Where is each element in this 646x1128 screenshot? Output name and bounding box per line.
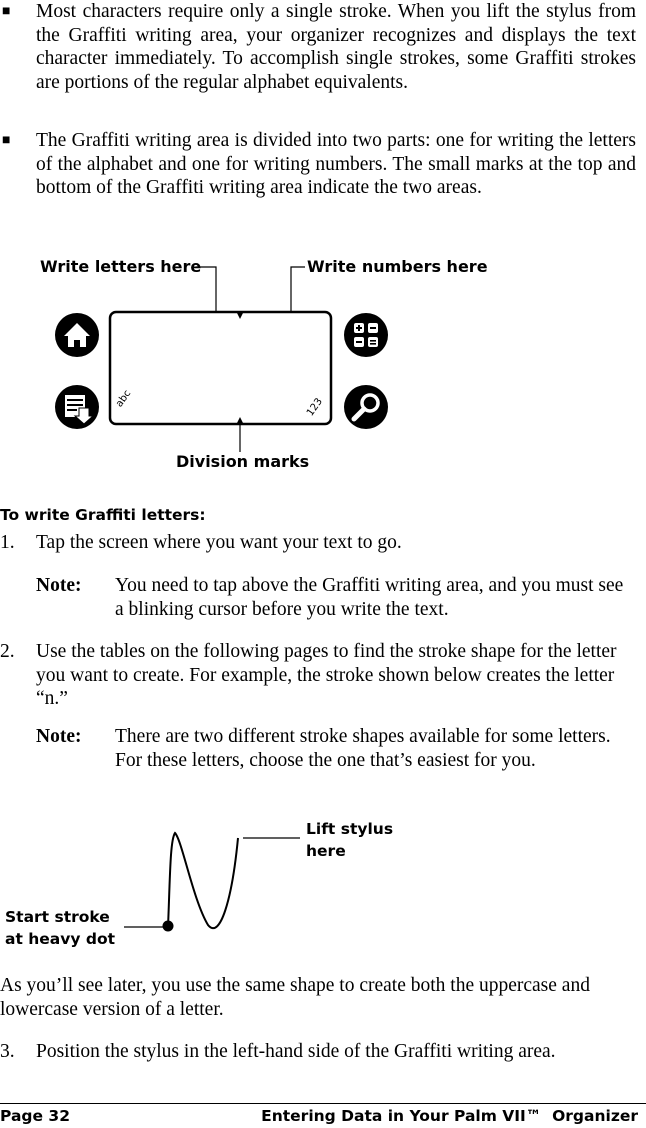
page-number: Page 32 [0,1107,70,1125]
start-dot [163,921,174,932]
step-number: 1. [0,532,15,553]
footer-rule [0,1103,646,1104]
note-text: There are two different stroke shapes available for some letters. For these letters, choose the one that’s easiest for you. [115,726,611,771]
bullet-icon: ■ [2,4,11,19]
label-write-numbers: Write numbers here [307,257,488,276]
home-icon[interactable] [54,312,100,358]
label-lift-stylus: Lift stylus here [306,820,394,860]
bullet-icon: ■ [2,133,11,148]
step-number: 2. [0,641,15,662]
graffiti-area-diagram [0,250,646,480]
graffiti-writing-area [110,312,331,424]
note-label: Note: [36,575,82,596]
bullet-text: The Graffiti writing area is divided into two parts: one for writing the letters of the alphabet and one for writing numbers. The small marks at the top and bottom of the Graffiti writing area indicate the two areas. [36,130,636,198]
label-start-stroke: Start stroke at heavy dot [5,908,116,948]
label-write-letters: Write letters here [40,257,202,276]
note-text: You need to tap above the Graffiti writing area, and you must see a blinking cursor before you write the text. [115,575,624,620]
find-icon[interactable] [343,384,389,430]
letter-n-stroke [168,833,238,928]
section-heading: To write Graffiti letters: [0,506,206,524]
bullet-text: Most characters require only a single stroke. When you lift the stylus from the Graffiti writing area, your organizer recognizes and displays the text character immediately. To accomplish single strokes, some Graffiti strokes are portions of the regular alphabet equivalents. [36,1,636,93]
note-label: Note: [36,726,82,747]
abc-mark: abc [114,388,134,410]
menu-icon[interactable] [54,384,100,430]
calculator-icon[interactable] [343,312,389,358]
step-number: 3. [0,1041,15,1062]
step-text: Position the stylus in the left-hand side of the Graffiti writing area. [36,1041,556,1062]
step-text: Use the tables on the following pages to find the stroke shape for the letter you want to create. For example, the stroke shown below creates the letter “n.” [36,641,617,709]
footer-title: Entering Data in Your Palm VII™ Organizer [261,1107,638,1125]
body-paragraph: As you’ll see later, you use the same shape to create both the uppercase and lowercase version of a letter. [0,975,590,1020]
label-division-marks: Division marks [176,452,310,471]
step-text: Tap the screen where you want your text to go. [36,532,402,553]
num-mark: 123 [305,396,325,419]
